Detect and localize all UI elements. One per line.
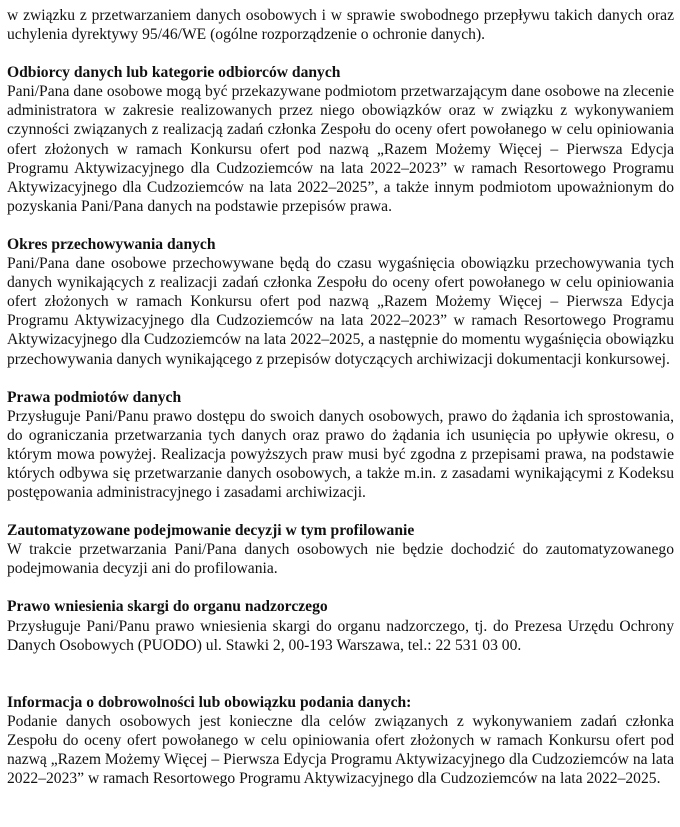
section-heading: Informacja o dobrowolności lub obowiązku podania danych:	[7, 693, 412, 711]
section-body: Przysługuje Pani/Panu prawo wniesienia skargi do organu nadzorczego, tj. do Prezesa Urzędu Ochrony Danych Osobowych (PUODO) ul. Stawki 2, 00-193 Warszawa, tel.: 22 531 03 00.	[7, 617, 674, 654]
section-heading: Zautomatyzowane podejmowanie decyzji w tym profilowanie	[7, 522, 415, 540]
section-complaint	[7, 597, 674, 654]
section-body: W trakcie przetwarzania Pani/Pana danych osobowych nie będzie dochodzić do zautomatyzowanego podejmowania decyzji ani do profilowania.	[7, 541, 674, 578]
section-body: Pani/Pana dane osobowe przechowywane będą do czasu wygaśnięcia obowiązku przechowywania tych danych wynikających z realizacji zadań członka Zespołu do oceny ofert powołanego w celu opiniowania ofert złożonych w ramach Konkursu ofert pod nazwą „Razem Możemy Więcej – Pierwsza Edycja Programu Aktywizacyjnego dla Cudzoziemców na lata 2022–2023” w ramach Resortowego Programu Aktywizacyjnego dla Cudzoziemców na lata 2022–2025, a następnie do momentu wygaśnięcia obowiązku przechowywania danych wynikającego z przepisów dotyczących archiwizacji dokumentacji konkursowej.	[7, 255, 674, 368]
section-voluntary-provision	[7, 693, 674, 788]
section-recipients	[7, 63, 674, 216]
document-page	[7, 6, 674, 807]
section-body: Pani/Pana dane osobowe mogą być przekazywane podmiotom przetwarzającym dane osobowe na zlecenie administratora w zakresie realizowanych przez niego obowiązków oraz w związku z wykonywaniem czynności związanych z realizacją zadań członka Zespołu do oceny ofert powołanego w celu opiniowania ofert złożonych w ramach Konkursu ofert pod nazwą „Razem Możemy Więcej – Pierwsza Edycja Programu Aktywizacyjnego dla Cudzoziemców na lata 2022–2023” w ramach Resortowego Programu Aktywizacyjnego dla Cudzoziemców na lata 2022–2025”, a także innym podmiotom upoważnionym do pozyskania Pani/Pana danych na podstawie przepisów prawa.	[7, 83, 674, 215]
section-heading: Odbiorcy danych lub kategorie odbiorców danych	[7, 64, 341, 82]
intro-paragraph: w związku z przetwarzaniem danych osobowych i w sprawie swobodnego przepływu takich danych oraz uchylenia dyrektywy 95/46/WE (ogólne rozporządzenie o ochronie danych).	[7, 7, 674, 44]
section-automated-decisions	[7, 521, 674, 578]
section-body: Podanie danych osobowych jest konieczne dla celów związanych z wykonywaniem zadań członka Zespołu do oceny ofert powołanego w celu opiniowania ofert złożonych w ramach Konkursu ofert pod nazwą „Razem Możemy Więcej – Pierwsza Edycja Programu Aktywizacyjnego dla Cudzoziemców na lata 2022–2023” w ramach Resortowego Programu Aktywizacyjnego dla Cudzoziemców na lata 2022–2025.	[7, 712, 674, 788]
section-body: Przysługuje Pani/Panu prawo dostępu do swoich danych osobowych, prawo do żądania ich sprostowania, do ograniczania przetwarzania tych danych oraz prawo do żądania ich usunięcia po upływie okresu, o którym mowa powyżej. Realizacja powyższych praw musi być zgodna z przepisami prawa, na podstawie których odbywa się przetwarzanie danych osobowych, a także m.in. z zasadami wynikającymi z Kodeksu postępowania administracyjnego i zasadami archiwizacji.	[7, 407, 674, 502]
section-heading: Okres przechowywania danych	[7, 235, 216, 253]
section-retention	[7, 235, 674, 369]
section-heading: Prawo wniesienia skargi do organu nadzorczego	[7, 598, 328, 616]
section-data-subject-rights	[7, 388, 674, 503]
section-heading: Prawa podmiotów danych	[7, 388, 182, 406]
